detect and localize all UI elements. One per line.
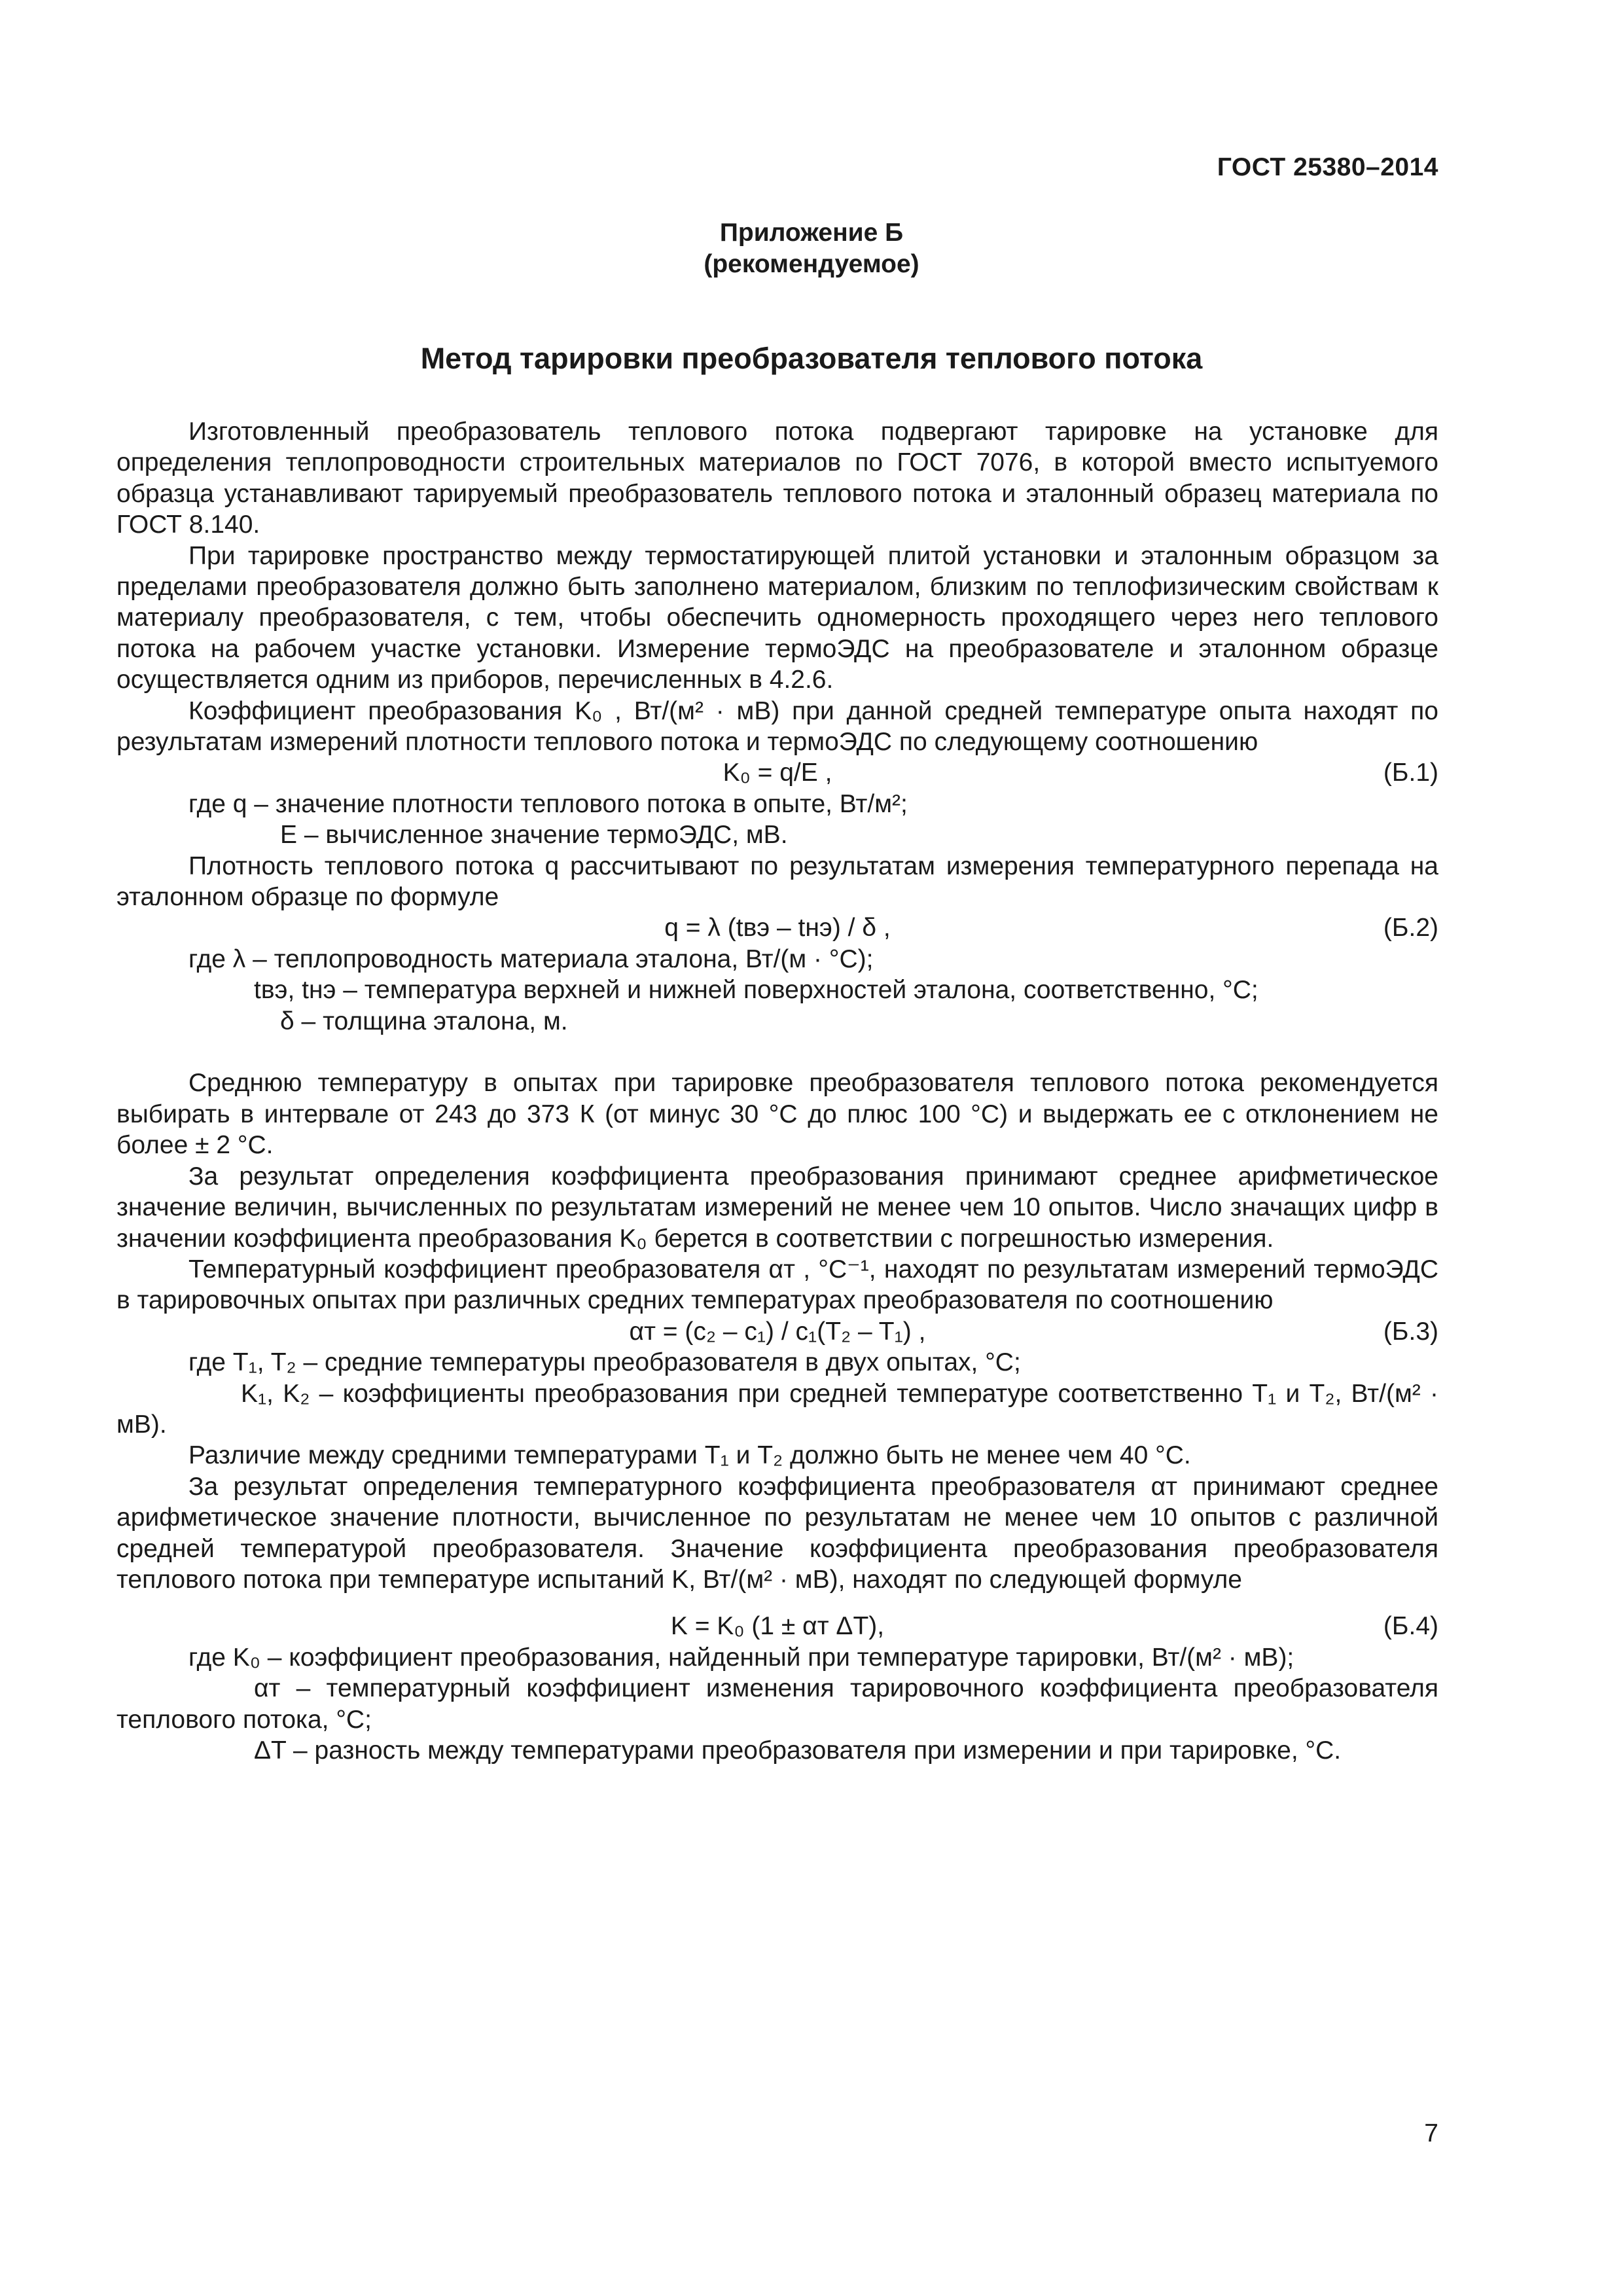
- where-b1-q: где q – значение плотности теплового потока в опыте, Вт/м²;: [188, 789, 908, 818]
- where-b2-delta: δ – толщина эталона, м.: [280, 1007, 568, 1035]
- paragraph-7: Температурный коэффициент преобразователя αт , °С⁻¹, находят по результатам измерений термоЭДС в тарировочных опытах при различных средних температурах преобразователя по соотношению: [116, 1255, 1438, 1315]
- appendix-heading: [0, 217, 1623, 280]
- formula-b1: [116, 757, 1438, 788]
- formula-b1-number: (Б.1): [1383, 759, 1438, 787]
- appendix-status: (рекомендуемое): [704, 250, 919, 278]
- section-title: Метод тарировки преобразователя теплового потока: [420, 342, 1203, 375]
- where-b2-lambda: где λ – теплопроводность материала эталона, Вт/(м · °С);: [188, 944, 874, 973]
- standard-designation: ГОСТ 25380–2014: [1217, 153, 1438, 181]
- appendix-label: Приложение Б: [719, 219, 904, 247]
- paragraph-9: За результат определения температурного коэффициента преобразователя αт принимают среднее арифметическое значение плотности, вычисленное по результатам не менее чем 10 опытов с различной средней температурой преобразователя. Значение коэффициента преобразования преобразователя теплового потока при температуре испытаний K, Вт/(м² · мВ), находят по следующей формуле: [116, 1472, 1438, 1594]
- formula-b2: [116, 912, 1438, 943]
- paragraph-2: При тарировке пространство между термостатирующей плитой установки и эталонным образцом за пределами преобразователя должно быть заполнено материалом, близким по теплофизическим свойствам к материалу преобразователя, с тем, чтобы обеспечить одномерность проходящего через него теплового потока на рабочем участке установки. Измерение термоЭДС на преобразователе и эталонном образце осуществляется одним из приборов, перечисленных в 4.2.6.: [116, 541, 1438, 694]
- where-b3-k: K₁, K₂ – коэффициенты преобразования при средней температуре соответственно T₁ и T₂, Вт/(м² · мВ).: [116, 1379, 1438, 1439]
- formula-b2-number: (Б.2): [1383, 914, 1438, 942]
- formula-b4-number: (Б.4): [1383, 1612, 1438, 1641]
- where-b4-k0: где K₀ – коэффициент преобразования, найденный при температуре тарировки, Вт/(м² · мВ);: [188, 1643, 1294, 1672]
- formula-b2-expression: q = λ (tвэ – tнэ) / δ ,: [664, 914, 891, 942]
- paragraph-8: Различие между средними температурами T₁ и T₂ должно быть не менее чем 40 °С.: [188, 1441, 1191, 1470]
- formula-b3: [116, 1316, 1438, 1347]
- where-b4-alpha: αт – температурный коэффициент изменения тарировочного коэффициента преобразователя теплового потока, °С;: [116, 1674, 1438, 1734]
- spacer: [116, 1037, 1438, 1067]
- formula-b4: [116, 1611, 1438, 1641]
- formula-b3-expression: αт = (c₂ – c₁) / c₁(T₂ – T₁) ,: [629, 1317, 926, 1346]
- formula-b4-expression: K = K₀ (1 ± αт ΔT),: [670, 1612, 885, 1641]
- page-number: 7: [1424, 2119, 1438, 2147]
- where-b4-deltat: ΔT – разность между температурами преобразователя при измерении и при тарировке, °С.: [254, 1736, 1342, 1765]
- where-b3-t: где T₁, T₂ – средние температуры преобразователя в двух опытах, °С;: [188, 1348, 1021, 1377]
- where-b2-t: tвэ, tнэ – температура верхней и нижней поверхностей эталона, соответственно, °С;: [254, 976, 1258, 1005]
- document-body: [116, 416, 1438, 1766]
- paragraph-1: Изготовленный преобразователь теплового потока подвергают тарировке на установке для определения теплопроводности строительных материалов по ГОСТ 7076, в которой вместо испытуемого образца устанавливают тарируемый преобразователь теплового потока и эталонный образец материала по ГОСТ 8.140.: [116, 418, 1438, 539]
- formula-b3-number: (Б.3): [1383, 1317, 1438, 1346]
- where-b1-e: E – вычисленное значение термоЭДС, мВ.: [280, 821, 788, 850]
- paragraph-5: Среднюю температуру в опытах при тарировке преобразователя теплового потока рекомендуется выбирать в интервале от 243 до 373 К (от минус 30 °С до плюс 100 °С) и выдержать ее с отклонением не более ± 2 °С.: [116, 1069, 1438, 1160]
- formula-b1-expression: K₀ = q/E ,: [722, 759, 832, 787]
- spacer: [116, 1595, 1438, 1611]
- paragraph-3: Коэффициент преобразования K₀ , Вт/(м² · мВ) при данной средней температуре опыта находят по результатам измерений плотности теплового потока и термоЭДС по следующему соотношению: [116, 696, 1438, 757]
- paragraph-4: Плотность теплового потока q рассчитывают по результатам измерения температурного перепада на эталонном образце по формуле: [116, 852, 1438, 912]
- paragraph-6: За результат определения коэффициента преобразования принимают среднее арифметическое значение величин, вычисленных по результатам измерений не менее чем 10 опытов. Число значащих цифр в значении коэффициента преобразования K₀ берется в соответствии с погрешностью измерения.: [116, 1162, 1438, 1253]
